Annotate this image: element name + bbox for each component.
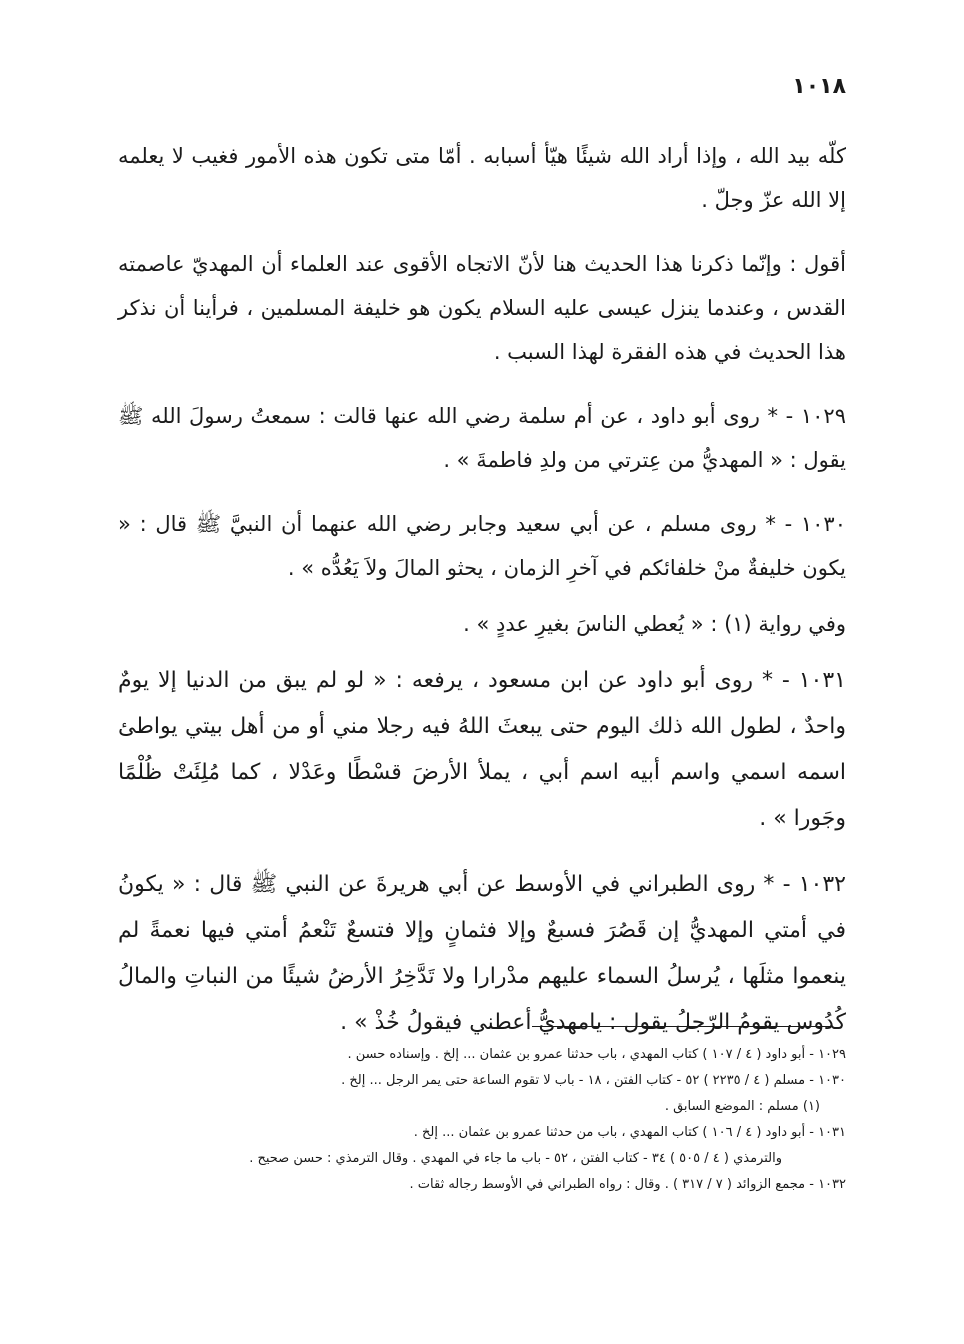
- footnote-1029: ١٠٢٩ - أبو داود ( ٤ / ١٠٧ ) كتاب المهدي ، باب حدثنا عمرو بن عثمان ... إلخ . وإسناده حسن .: [347, 1047, 846, 1062]
- page-number: ١٠١٨: [792, 74, 846, 99]
- footnote-1031-tirmidhi: والترمذي ( ٤ / ٥٠٥ ) ٣٤ - كتاب الفتن ، ٥٢ - باب ما جاء في المهدي . وقال الترمذي : حسن صحيح .: [249, 1151, 782, 1166]
- hadith-1029: ١٠٢٩ - * روى أبو داود ، عن أم سلمة رضي الله عنها قالت : سمعتُ رسولَ الله ﷺ يقول : « المهديُّ من عِترتي من ولدِ فاطمةَ » .: [118, 404, 846, 472]
- paragraph-continuation: كلّه بيد الله ، وإذا أراد الله شيئًا هيّأ أسبابه . أمّا متى تكون هذه الأمور فغيب لا يعلمه إلا الله عزّ وجلّ .: [118, 144, 846, 212]
- main-text: [118, 134, 846, 1046]
- footnote-1031: ١٠٣١ - أبو داود ( ٤ / ١٠٦ ) كتاب المهدي ، باب من حدثنا عمرو بن عثمان ... إلخ .: [413, 1125, 846, 1140]
- footnote-1030-variant: (١) مسلم : الموضع السابق .: [664, 1099, 820, 1114]
- hadith-1031: ١٠٣١ - * روى أبو داود عن ابن مسعود ، يرفعه : « لو لم يبق من الدنيا إلا يومٌ واحدٌ ، لطول الله ذلك اليوم حتى يبعثَ اللهُ فيه رجلا مني أو من أهل بيتي يواطئ اسمه اسمي واسم أبيه اسم أبي ، يملأ الأرضَ قسْطًا وعَدْلا ، كما مُلِئَتْ ظُلْمًا وجَورا » .: [118, 668, 846, 831]
- footnote-1032: ١٠٣٢ - مجمع الزوائد ( ٧ / ٣١٧ ) . وقال : رواه الطبراني في الأوسط رجاله ثقات .: [409, 1177, 846, 1192]
- hadith-1030-variant: وفي رواية (١) : « يُعطي الناسَ بغيرِ عددٍ » .: [463, 612, 846, 636]
- footnotes: [118, 1042, 846, 1198]
- footnote-divider: [532, 1026, 832, 1027]
- paragraph-author-note: أقول : وإنّما ذكرنا هذا الحديث هنا لأنّ الاتجاه الأقوى عند العلماء أن المهديّ عاصمته القدس ، وعندما ينزل عيسى عليه السلام يكون هو خليفة المسلمين ، فرأينا أن نذكر هذا الحديث في هذه الفقرة لهذا السبب .: [118, 252, 846, 364]
- hadith-1032: ١٠٣٢ - * روى الطبراني في الأوسط عن أبي هريرةَ عن النبي ﷺ قال : « يكونُ في أمتي المهديُّ إن قَصُرَ فسبعٌ وإلا فثمانٍ وإلا فتسعٌ تَنْعمُ أمتي فيها نعمةً لم ينعموا مثلَها ، يُرسلُ السماء عليهم مدْرارا ولا تَدَّخِرُ الأرضُ شيئًا من النباتِ والمالُ كُدُوس يقومُ الرّجلُ يقول : يامهديُّ أعطني فيقولُ خُذْ » .: [118, 872, 846, 1035]
- footnote-1030: ١٠٣٠ - مسلم ( ٤ / ٢٢٣٥ ) ٥٢ - كتاب الفتن ، ١٨ - باب لا تقوم الساعة حتى يمر الرجل ... إلخ .: [341, 1073, 846, 1088]
- hadith-1030: ١٠٣٠ - * روى مسلم ، عن أبي سعيد وجابر رضي الله عنهما أن النبيَّ ﷺ قال : « يكون خليفةٌ منْ خلفائكم في آخرِ الزمان ، يحثو المالَ ولاَ يَعُدُّه » .: [118, 512, 846, 580]
